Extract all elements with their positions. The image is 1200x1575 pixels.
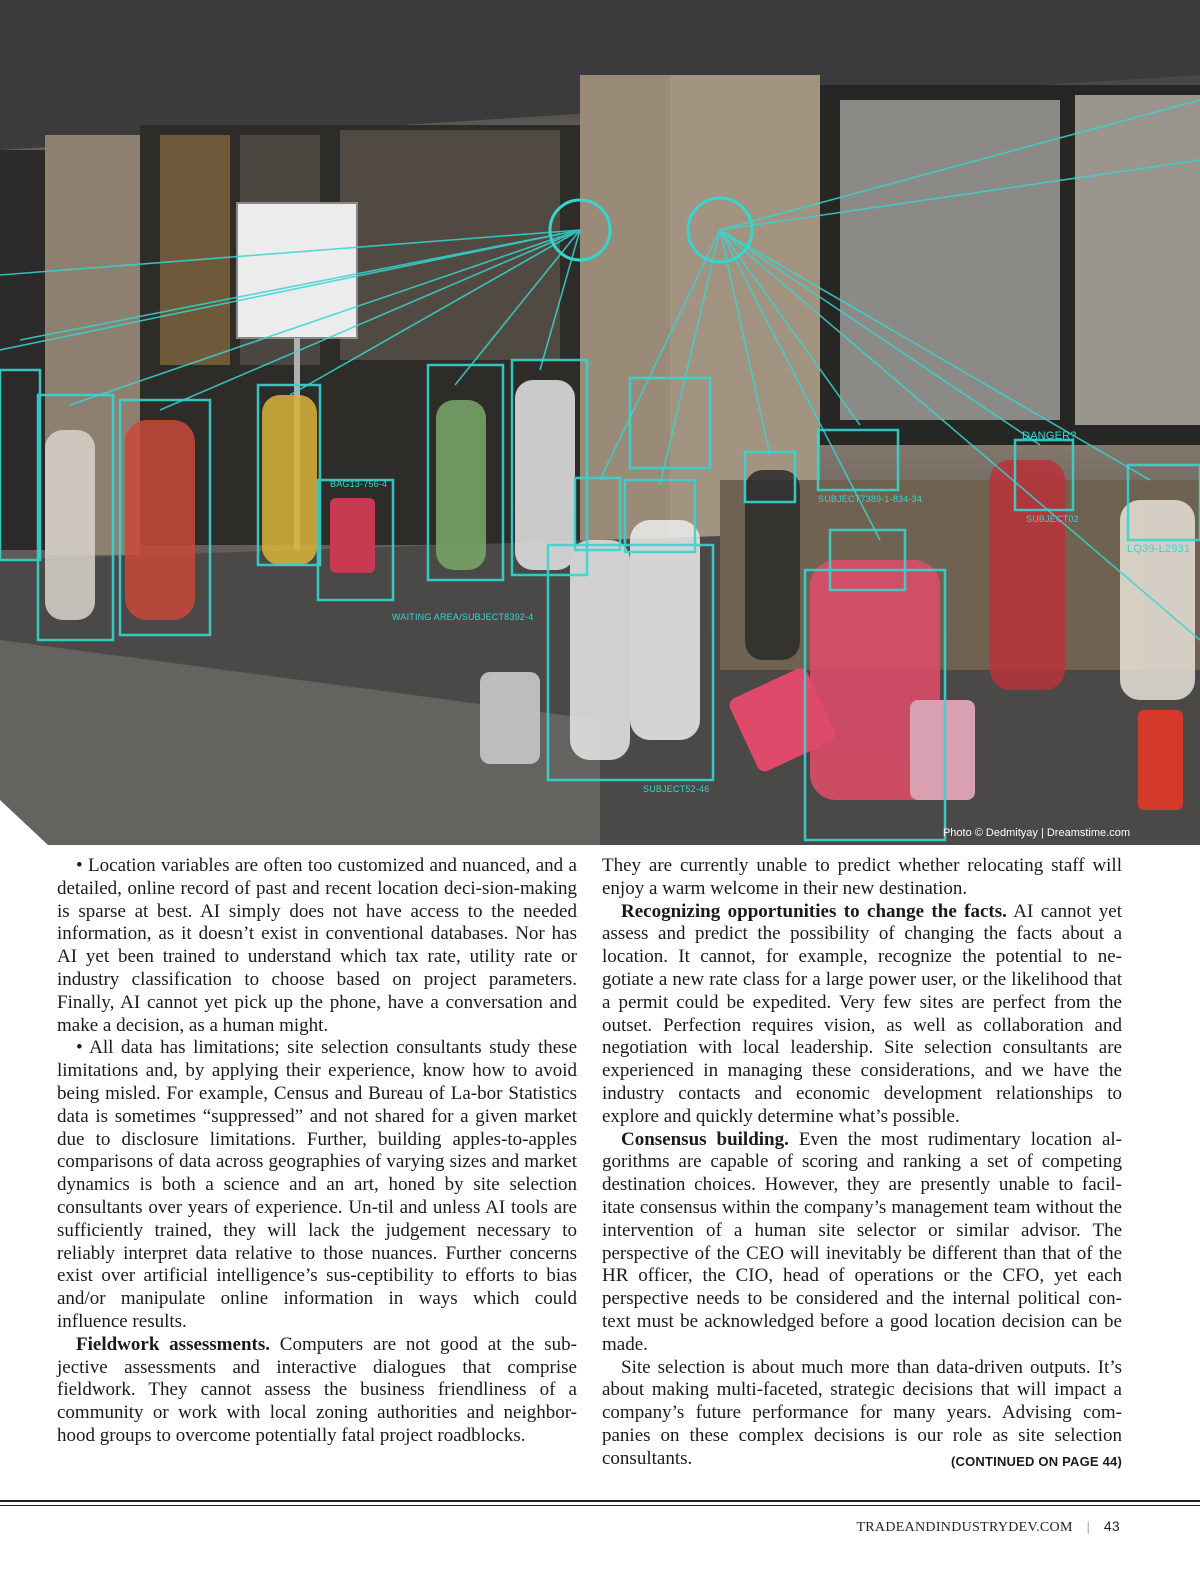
section-body: AI cannot yet assess and predict the possibility of changing the facts about a location. It cannot, for example, recognize the potential to ne-gotiate a new rate class for a large power user, or the likelihood that a permit could be expedited. Very few sites are perfect from the outset. Perfection requires vision, as well as collaboration and negotiation with local leadership. Site selection consultants are experienced in managing these considerations, and we have the industry contacts and economic development relationships to explore and quickly determine what’s possible. — [602, 900, 1122, 1127]
article-column-right — [602, 855, 1122, 1474]
footer-rule-thin — [0, 1505, 1200, 1506]
section-body: Computers are not good at the sub-jective assessments and interactive dialogues that comprise fieldwork. They cannot assess the business friendliness of a community or work with local zoning authorities and neighbor-hood groups to overcome potentially fatal project roadblocks. — [57, 1333, 577, 1446]
detection-tag: BAG13-756-4 — [330, 479, 388, 489]
section-heading: Fieldwork assessments. — [76, 1333, 270, 1355]
detection-tag: DANGER? — [1022, 430, 1077, 442]
photo-credit: Photo © Dedmityay | Dreamstime.com — [942, 827, 1130, 839]
detection-tag: WAITING AREA/SUBJECT8392-4 — [392, 612, 534, 622]
bullet-paragraph: • All data has limitations; site selection consultants study these limitations and, by applying their experience, know how to avoid being misled. For example, Census and Bureau of La-bor Statistics data is sometimes “suppressed” and not shared for a given market due to disclosure limitations. Further, building apples-to-apples comparisons of data across geographies of varying sizes and market dynamics is both a science and an art, honed by site selection consultants over years of experience. Un-til and unless AI tools are sufficiently trained, they will lack the judgement necessary to reliably interpret data relative to those nuances. Further concerns exist over artificial intelligence’s sus-ceptibility to efforts to bias and/or manipulate online information in ways which could influence results. — [57, 1037, 577, 1332]
closing-paragraph — [602, 1357, 1122, 1471]
section-body: Even the most rudimentary location al-gorithms are capable of scoring and ranking a set of competing destination choices. However, they are presently unable to facil-itate consensus within the company’s management team without the intervention of a human site selector or similar advisor. The perspective of the CEO will inevitably be different than that of the HR officer, the CIO, head of operations or the CFO, yet each perspective needs to be considered and the internal political con-text must be acknowledged before a good location decision can be made. — [602, 1128, 1122, 1355]
section-paragraph — [57, 1334, 577, 1448]
section-paragraph — [602, 1129, 1122, 1357]
page-footer — [856, 1518, 1120, 1536]
continued-paragraph: They are currently unable to predict whether relocating staff will enjoy a warm welcome in their new destination. — [602, 855, 1122, 899]
section-heading: Consensus building. — [621, 1128, 789, 1150]
page-number: 43 — [1103, 1518, 1120, 1534]
bullet-paragraph: • Location variables are often too customized and nuanced, and a detailed, online record of past and recent location deci-sion-making is sparse at best. AI simply does not have access to the needed information, as it doesn’t exist in conventional databases. Nor has AI yet been trained to understand which tax rate, utility rate or industry classification to choose based on project parameters. Finally, AI cannot yet pick up the phone, have a conversation and make a decision, as a human might. — [57, 855, 577, 1036]
closing-text: Site selection is about much more than data-driven outputs. It’s about making multi-faceted, strategic decisions that will impact a company’s future performance for many years. Advising com-panies on these complex decisions is our role as site selection consultants. — [602, 1356, 1122, 1469]
footer-separator: | — [1086, 1520, 1090, 1535]
continued-note: (CONTINUED ON PAGE 44) — [950, 1453, 1122, 1469]
article-column-left — [57, 855, 577, 1448]
detection-tag: SUBJECT7389-1-834-34 — [818, 494, 923, 504]
footer-site: TRADEANDINDUSTRYDEV.COM — [856, 1520, 1073, 1535]
detection-tag: SUBJECT52-46 — [643, 784, 710, 794]
footer-rule — [0, 1500, 1200, 1502]
section-heading: Recognizing opportunities to change the facts. — [621, 900, 1007, 922]
detection-tag: LQ39-L2931 — [1127, 543, 1191, 555]
section-paragraph — [602, 901, 1122, 1129]
photo-corner-cut — [0, 800, 48, 845]
detection-tag: SUBJECT02 — [1026, 514, 1079, 524]
